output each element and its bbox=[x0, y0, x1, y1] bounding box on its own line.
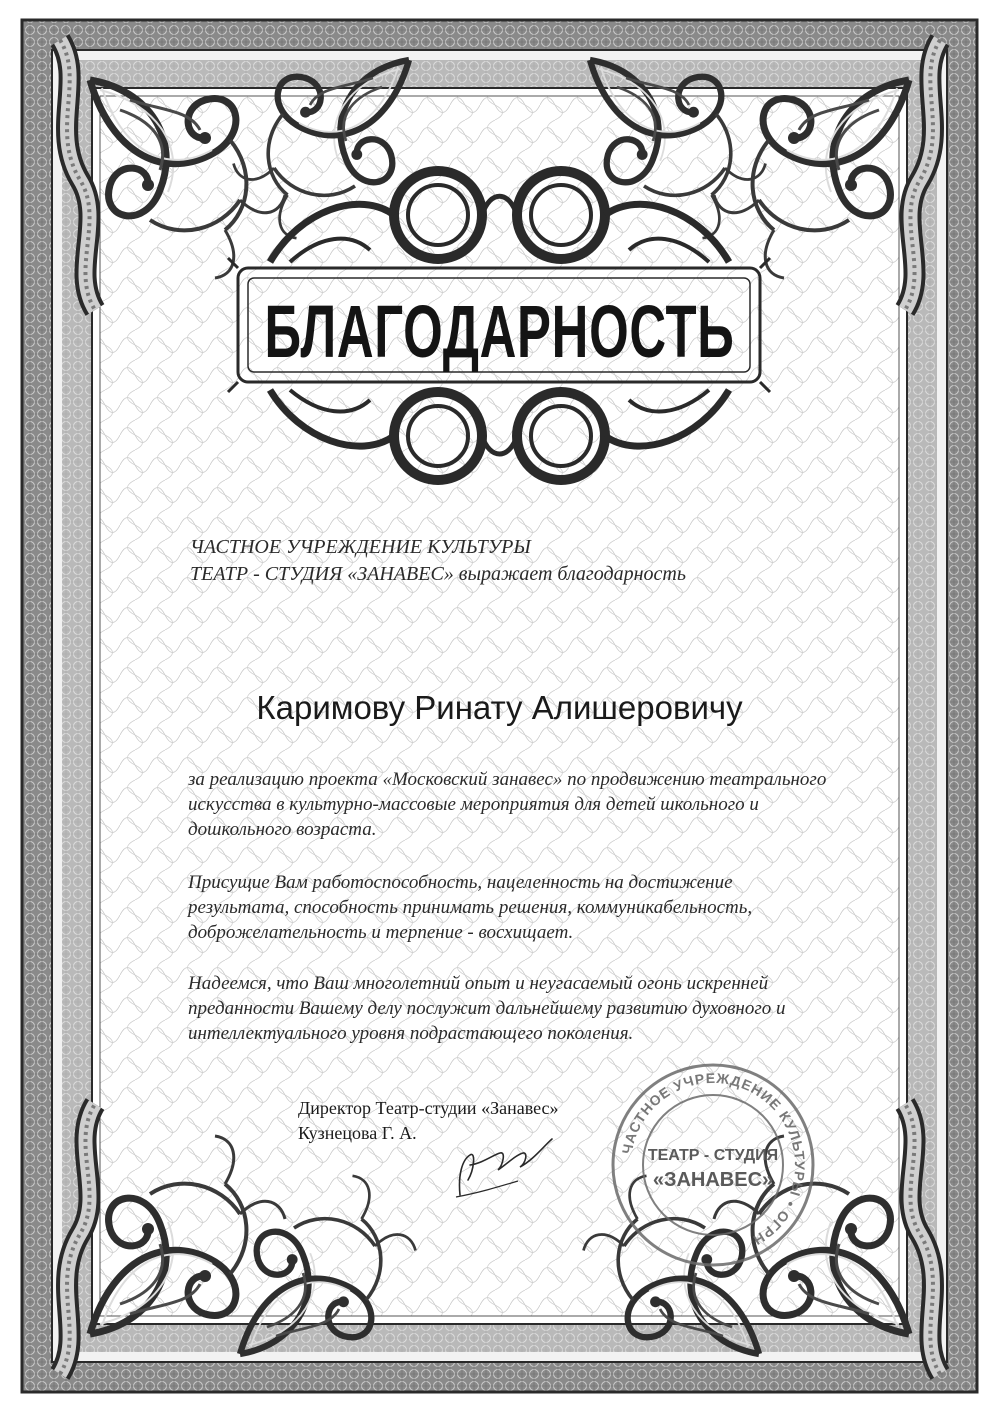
header-theatre: ТЕАТР - СТУДИЯ «ЗАНАВЕС» выражает благодарность bbox=[190, 563, 686, 585]
paragraph-line: Присущие Вам работоспособность, нацеленность на достижение bbox=[188, 872, 733, 893]
stamp-line2: «ЗАНАВЕС» bbox=[652, 1169, 774, 1191]
paragraph-line: за реализацию проекта «Московский занавес» по продвижению театрального bbox=[188, 769, 827, 790]
handwritten-signature-icon bbox=[448, 1125, 558, 1205]
header-institution: ЧАСТНОЕ УЧРЕЖДЕНИЕ КУЛЬТУРЫ bbox=[190, 536, 531, 558]
paragraph-line: доброжелательность и терпение - восхищает. bbox=[188, 922, 574, 943]
round-seal-icon bbox=[610, 1062, 816, 1268]
paragraph-line: искусства в культурно-массовые мероприятия для детей школьного и bbox=[188, 794, 759, 815]
recipient-name: Каримову Ринату Алишеровичу bbox=[256, 689, 743, 726]
certificate-title: БЛАГОДАРНОСТЬ bbox=[264, 290, 735, 373]
stamp-outer-text: ЧАСТНОЕ УЧРЕЖДЕНИЕ КУЛЬТУРЫ • ОГРН bbox=[618, 1069, 809, 1249]
paragraph-line: Надеемся, что Ваш многолетний опыт и неугасаемый огонь искренней bbox=[188, 973, 769, 994]
paragraph-line: дошкольного возраста. bbox=[188, 819, 377, 840]
paragraph-line: интеллектуального уровня подрастающего поколения. bbox=[188, 1023, 634, 1044]
stamp-line1: ТЕАТР - СТУДИЯ bbox=[647, 1147, 779, 1164]
signer-position: Директор Театр-студии «Занавес» bbox=[298, 1098, 559, 1118]
paragraph-line: преданности Вашему делу послужит дальнейшему развитию духовного и bbox=[188, 998, 786, 1019]
paragraph-line: результата, способность принимать решения, коммуникабельность, bbox=[188, 897, 753, 918]
signer-name: Кузнецова Г. А. bbox=[298, 1123, 417, 1143]
